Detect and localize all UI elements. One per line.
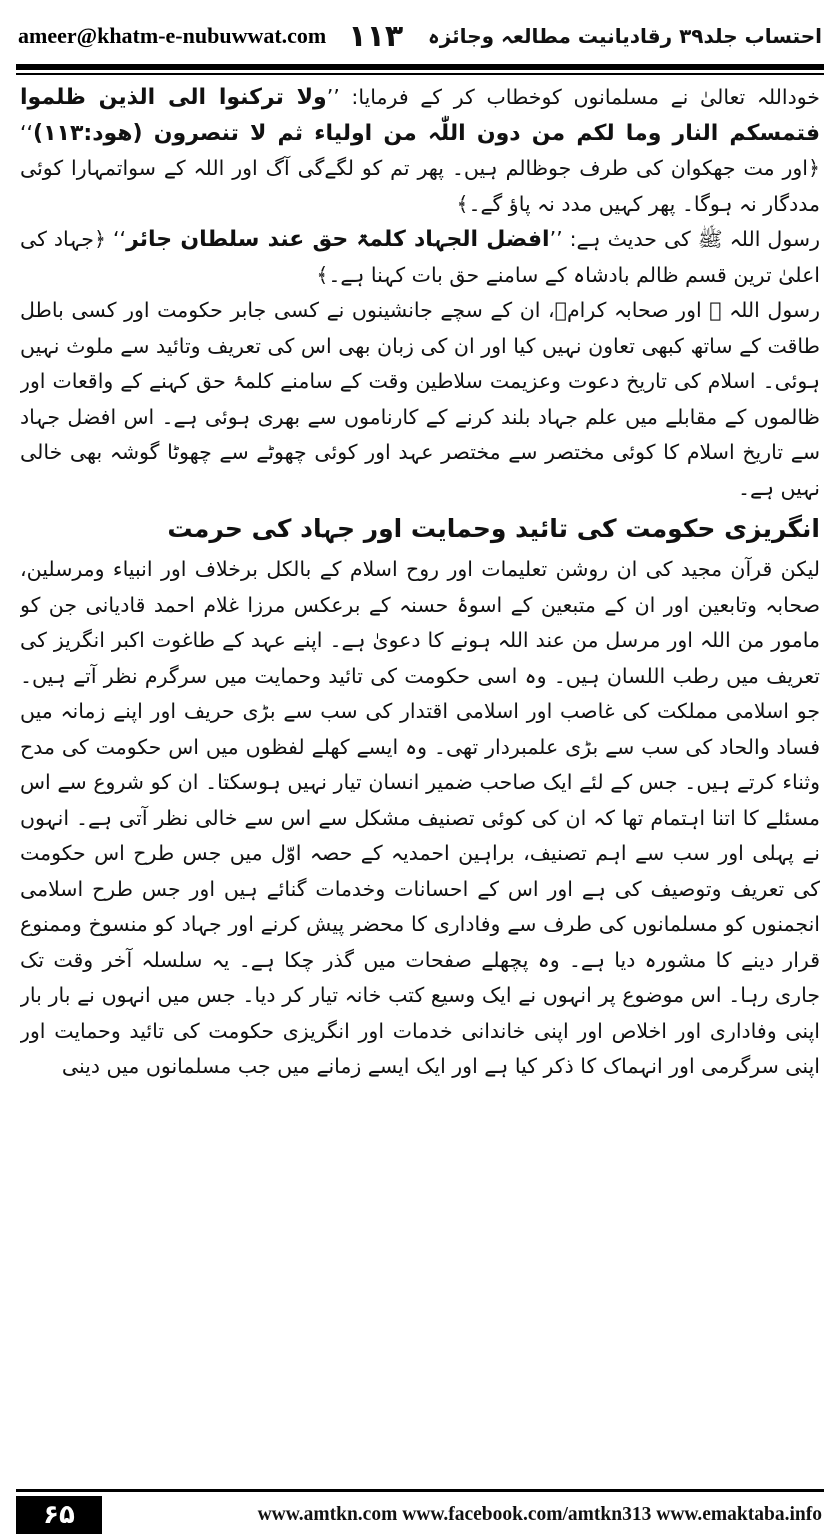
footer-links[interactable]: www.amtkn.com www.facebook.com/amtkn313 www.emaktaba.info [257, 1504, 822, 1525]
header-rule-thick [16, 64, 824, 70]
page-header [18, 10, 822, 62]
section-heading: انگریزی حکومت کی تائید وحمایت اور جہاد کی حرمت [167, 514, 820, 543]
header-email[interactable]: ameer@khatm-e-nubuwwat.com [18, 23, 327, 48]
paragraph-hadith [20, 222, 820, 293]
quote-close: ‘‘ [20, 120, 34, 145]
header-title: احتساب جلد۳۹ رقادیانیت مطالعہ وجائزہ [428, 24, 822, 48]
page-footer [16, 1496, 824, 1534]
page-content [20, 80, 820, 1482]
hadith-translation: ﴿جہاد کی اعلیٰ ترین قسم ظالم بادشاہ کے سامنے حق بات کہنا ہے۔﴾ [20, 227, 820, 287]
paragraph-history: رسول اللہ ﷺ اور صحابہ کرامؓ، ان کے سچے جانشینوں نے کسی جابر حکومت اور کسی باطل طاقت کے ساتھ کبھی تعاون نہیں کیا اور ان کی زبان بھی اس کی تعریف وتائید سے ملوث نہیں ہوئی۔ اسلام کی تاریخ دعوت وعزیمت سلاطین وقت کے سامنے کلمۂ حق کہنے کے واقعات اور ظالموں کے مقابلے میں علم جہاد بلند کرنے کے کارناموں سے بھری ہوئی ہے۔ اس افضل جہاد سے تاریخ اسلام کا کوئی مختصر سے مختصر عہد اور کوئی چھوٹے سے چھوٹا گوشہ بھی خالی نہیں ہے۔ [20, 298, 820, 500]
footer-rule [16, 1489, 824, 1492]
header-page-number: ۱۱۳ [348, 18, 404, 54]
hadith-text: افضل الجہاد کلمۃ حق عند سلطان جائر [126, 227, 550, 252]
paragraph-quran-quote [20, 80, 820, 222]
paragraph-main: لیکن قرآن مجید کی ان روشن تعلیمات اور روح اسلام کے بالکل برخلاف اور انبیاء ومرسلین، صحابہ وتابعین اور ان کے متبعین کے اسوۂ حسنہ کے برعکس مرزا غلام احمد قادیانی جن کو مامور من اللہ اور مرسل من عند اللہ ہونے کا دعویٰ ہے۔ اپنے عہد کے طاغوت اکبر انگریز کی تعریف میں رطب اللسان ہیں۔ وہ اسی حکومت کی تائید وحمایت میں سرگرم نظر آتے ہیں۔ جو اسلامی مملکت کی غاصب اور اسلامی اقتدار کی سب سے بڑی حریف اور اپنے زمانہ میں فساد والحاد کی سب سے بڑی علمبردار تھی۔ وہ ایسے کھلے لفظوں میں اس حکومت کی مدح وثناء کرتے ہیں۔ جس کے لئے ایک صاحب ضمیر انسان تیار نہیں ہوسکتا۔ ان کو شروع سے اس مسئلے کا اتنا اہتمام تھا کہ ان کی کوئی تصنیف مشکل سے اس سے خالی نظر آتی ہے۔ انہوں نے پہلی اور سب سے اہم تصنیف، براہین احمدیہ کے حصہ اوّل میں جس طرح اس حکومت کی تعریف وتوصیف کی ہے اور اس کے احسانات وخدمات گنائے ہیں اور جس طرح اسلامی انجمنوں کو مسلمانوں کی طرف سے وفاداری کا محضر پیش کرنے اور جہاد کو منسوخ وممنوع قرار دینے کا مشورہ دیا ہے۔ وہ پچھلے صفحات میں گذر چکا ہے۔ یہ سلسلہ آخر وقت تک جاری رہا۔ اس موضوع پر انہوں نے ایک وسیع کتب خانہ تیار کر دیا۔ جس میں انہوں نے بار بار اپنی وفاداری اور اخلاص اور اپنی خاندانی خدمات اور انگریزی حکومت کی تائید وحمایت اور اپنی سرگرمی اور انہماک کا ذکر کیا ہے اور ایک ایسے زمانے میں جب مسلمانوں میں دینی [20, 557, 820, 1078]
quran-verse: ولا ترکنوا الی الذین ظلموا فتمسکم النار وما لکم من دون اللّٰہ من اولیاء ثم لا تنصرون (ھود:۱۱۳) [20, 85, 820, 146]
hadith-close: ‘‘ [113, 227, 127, 251]
hadith-intro: رسول اللہ ﷺ کی حدیث ہے: ’’ [549, 227, 820, 251]
quote-intro: خوداللہ تعالیٰ نے مسلمانوں کوخطاب کر کے فرمایا: ’’ [326, 85, 820, 109]
verse-translation: ﴿اور مت جھکوان کی طرف جوظالم ہیں۔ پھر تم کو لگےگی آگ اور اللہ کے سواتمہارا کوئی مددگار نہ ہوگا۔ پھر کہیں مدد نہ پاؤ گے۔﴾ [20, 156, 820, 216]
header-left [18, 19, 403, 54]
footer-page-badge: ۶۵ [16, 1496, 102, 1534]
header-rule-thin [16, 73, 824, 75]
